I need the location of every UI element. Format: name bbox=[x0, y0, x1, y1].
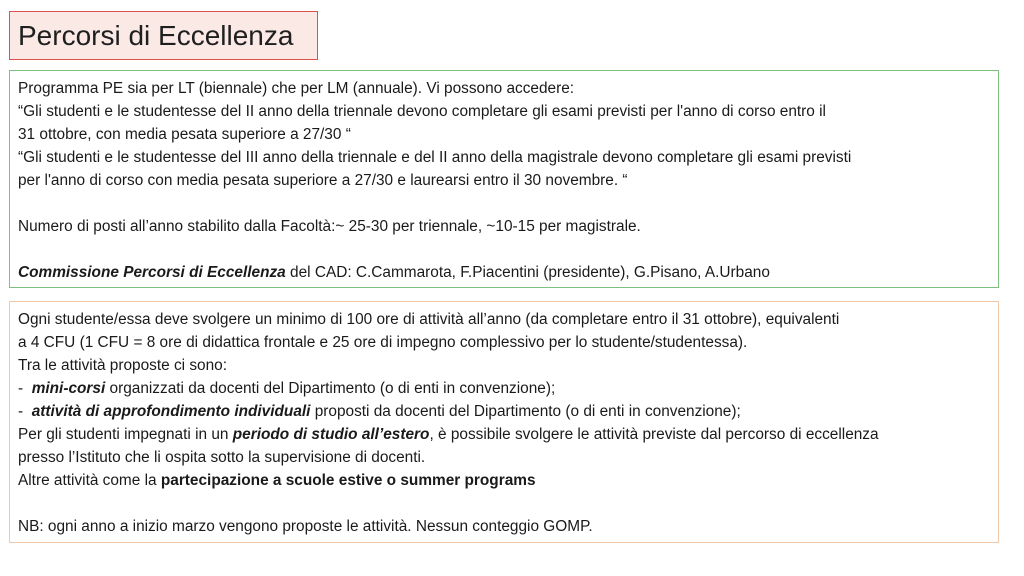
requirement-2-line-2: per l'anno di corso con media pesata superiore a 27/30 e laurearsi entro il 30 novembre. “ bbox=[18, 172, 628, 189]
posti-text: Numero di posti all’anno stabilito dalla Facoltà:~ 25-30 per triennale, ~10-15 per magistrale. bbox=[18, 218, 641, 235]
bullet-2-bold: attività di approfondimento individuali bbox=[31, 403, 311, 420]
bullet-2-text: proposti da docenti del Dipartimento (o di enti in convenzione); bbox=[310, 403, 741, 420]
bullet-1-bold: mini-corsi bbox=[31, 380, 106, 397]
other-bold: partecipazione a scuole estive o summer programs bbox=[160, 472, 536, 489]
other-activities-line bbox=[18, 469, 990, 492]
program-intro: Programma PE sia per LT (biennale) che per LM (annuale). Vi possono accedere: bbox=[18, 80, 575, 97]
bullet-1-text: organizzati da docenti del Dipartimento (o di enti in convenzione); bbox=[105, 380, 556, 397]
bullet-approfondimento bbox=[18, 400, 990, 423]
bullet-dash: - bbox=[18, 403, 32, 420]
requirement-1-line-1: “Gli studenti e le studentesse del II anno della triennale devono completare gli esami previsti per l'anno di corso entro il bbox=[18, 103, 826, 120]
activities-line-1: Ogni studente/essa deve svolgere un minimo di 100 ore di attività all’anno (da completare entro il 31 ottobre), equivalenti bbox=[18, 311, 840, 328]
nb-line: NB: ogni anno a inizio marzo vengono proposte le attività. Nessun conteggio GOMP. bbox=[18, 518, 593, 535]
requirement-2-line-1: “Gli studenti e le studentesse del III anno della triennale e del II anno della magistrale devono completare gli esami previsti bbox=[18, 149, 852, 166]
activities-line-3: Tra le attività proposte ci sono: bbox=[18, 357, 228, 374]
activities-box bbox=[9, 301, 999, 543]
abroad-bold: periodo di studio all’estero bbox=[232, 426, 430, 443]
program-requirements-box bbox=[9, 70, 999, 288]
abroad-line-1 bbox=[18, 423, 990, 446]
bullet-mini-corsi bbox=[18, 377, 990, 400]
bullet-dash: - bbox=[18, 380, 32, 397]
activities-line-2: a 4 CFU (1 CFU = 8 ore di didattica frontale e 25 ore di impegno complessivo per lo studente/studentessa). bbox=[18, 334, 748, 351]
spacer bbox=[18, 492, 990, 515]
commissione-members: del CAD: C.Cammarota, F.Piacentini (presidente), G.Pisano, A.Urbano bbox=[285, 264, 770, 281]
abroad-post: , è possibile svolgere le attività previste dal percorso di eccellenza bbox=[429, 426, 879, 443]
requirement-1-line-2: 31 ottobre, con media pesata superiore a 27/30 “ bbox=[18, 126, 351, 143]
abroad-pre: Per gli studenti impegnati in un bbox=[18, 426, 233, 443]
other-pre: Altre attività come la bbox=[18, 472, 161, 489]
abroad-line-2: presso l’Istituto che li ospita sotto la supervisione di docenti. bbox=[18, 449, 426, 466]
page-title: Percorsi di Eccellenza bbox=[18, 19, 294, 51]
title-box bbox=[9, 11, 318, 60]
commissione-label: Commissione Percorsi di Eccellenza bbox=[18, 264, 286, 281]
spacer bbox=[18, 192, 990, 215]
commissione-line bbox=[18, 261, 990, 284]
spacer bbox=[18, 238, 990, 261]
